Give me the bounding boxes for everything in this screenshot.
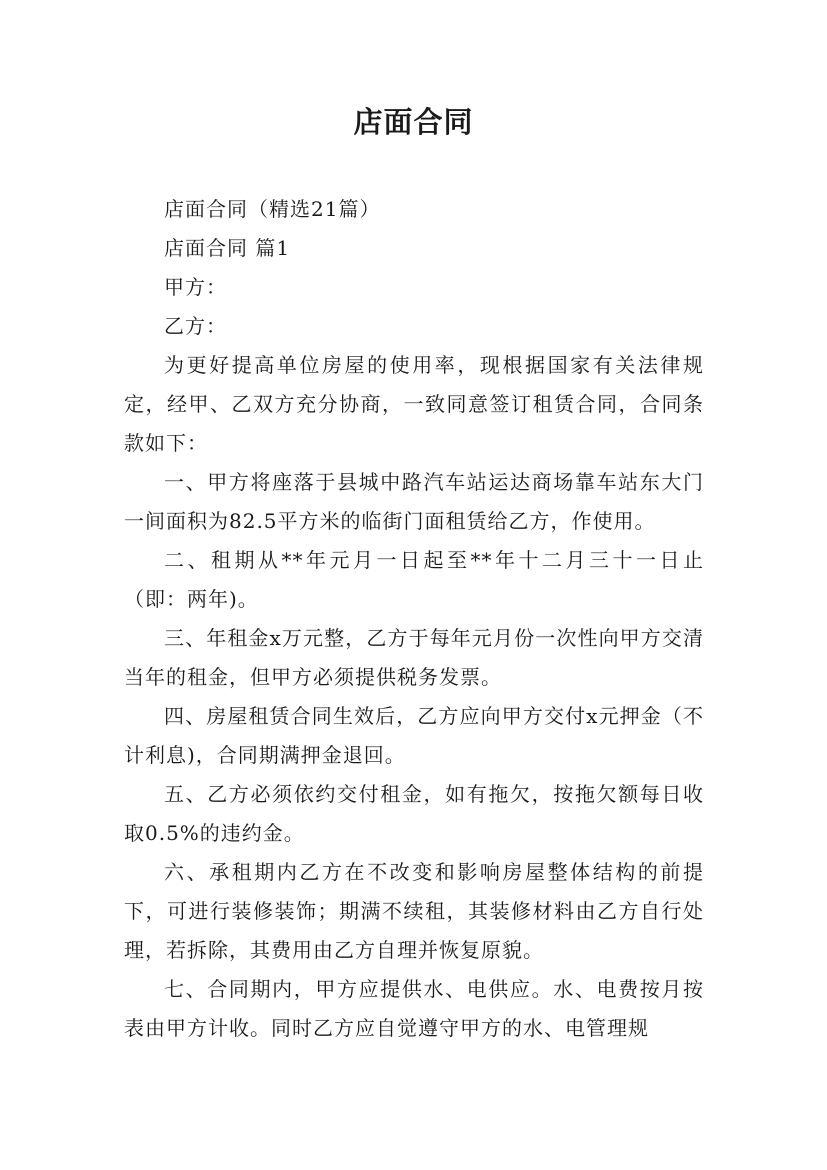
clause-3: 三、年租金x万元整，乙方于每年元月份一次性向甲方交清当年的租金，但甲方必须提供税务发票。: [124, 626, 704, 689]
clause-2: 二、租期从**年元月一日起至**年十二月三十一日止（即：两年)。: [124, 548, 704, 611]
document-body: [124, 190, 704, 1048]
clause-1: 一、甲方将座落于县城中路汽车站运达商场靠车站东大门一间面积为82.5平方米的临街门面租赁给乙方，作使用。: [124, 470, 704, 533]
party-b-label: 乙方：: [164, 314, 227, 338]
preamble-paragraph: 为更好提高单位房屋的使用率，现根据国家有关法律规定，经甲、乙双方充分协商，一致同意签订租赁合同，合同条款如下：: [124, 353, 704, 455]
document-title: 店面合同: [353, 105, 474, 139]
clause-7: 七、合同期内，甲方应提供水、电供应。水、电费按月按表由甲方计收。同时乙方应自觉遵守甲方的水、电管理规: [124, 977, 704, 1040]
section-heading: 店面合同 篇1: [164, 236, 291, 260]
subtitle-paragraph: 店面合同（精选21篇）: [164, 197, 381, 221]
clause-6: 六、承租期内乙方在不改变和影响房屋整体结构的前提下，可进行装修装饰；期满不续租，其装修材料由乙方自行处理，若拆除，其费用由乙方自理并恢复原貌。: [124, 860, 704, 962]
clause-5: 五、乙方必须依约交付租金，如有拖欠，按拖欠额每日收取0.5%的违约金。: [124, 782, 704, 845]
clause-4: 四、房屋租赁合同生效后，乙方应向甲方交付x元押金（不计利息)，合同期满押金退回。: [124, 704, 704, 767]
party-a-label: 甲方：: [164, 275, 227, 299]
